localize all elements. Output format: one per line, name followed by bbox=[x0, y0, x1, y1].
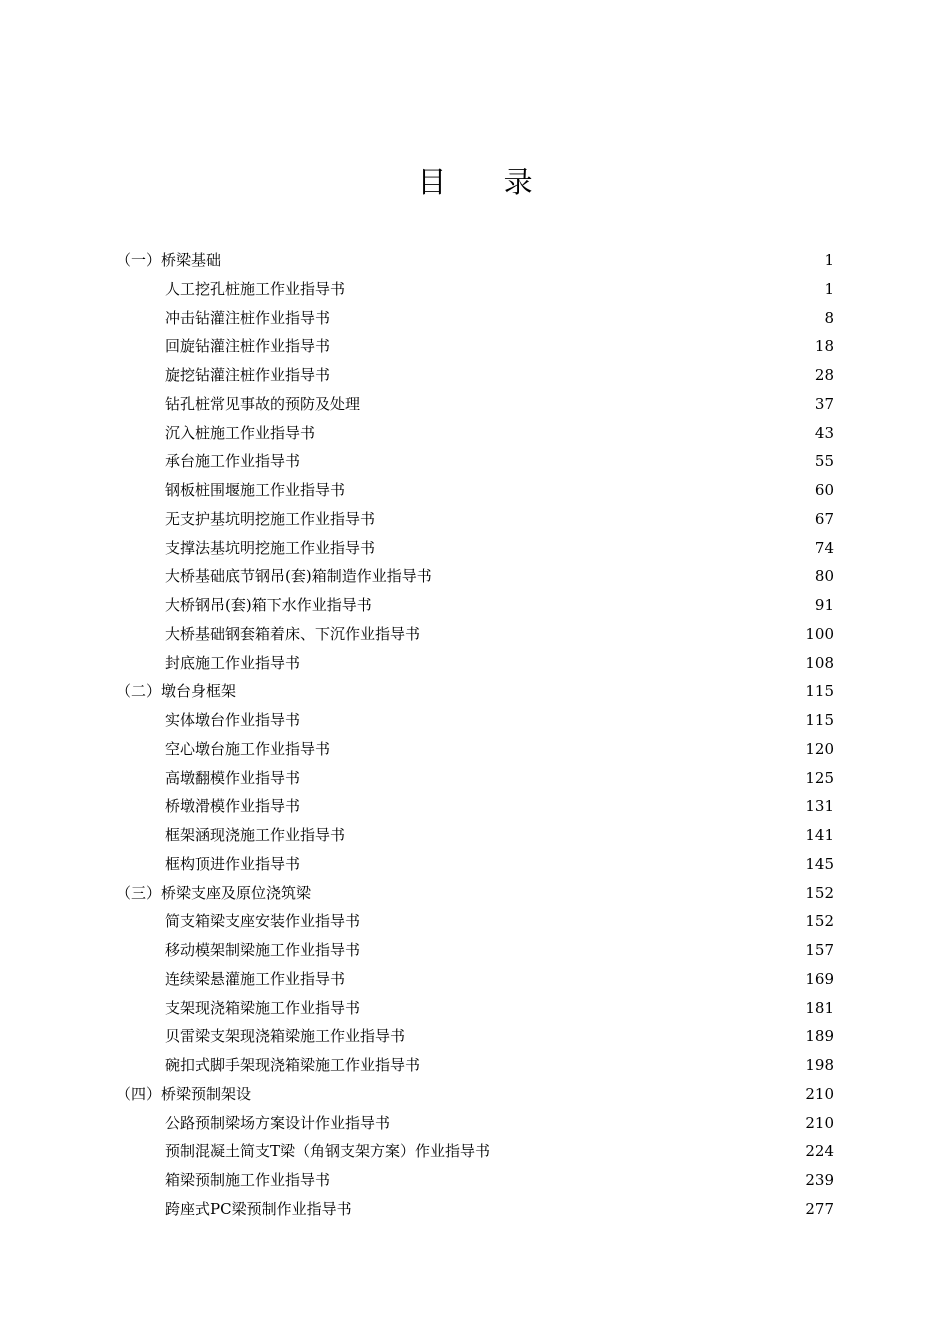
toc-entry-title: 封底施工作业指导书 bbox=[165, 653, 301, 672]
toc-page-number: 8 bbox=[824, 308, 834, 327]
toc-page-number: 115 bbox=[805, 682, 834, 701]
toc-entry-row[interactable] bbox=[0, 620, 950, 649]
toc-entry-row[interactable] bbox=[0, 850, 950, 879]
toc-page-number: 120 bbox=[805, 739, 834, 758]
toc-page-number: 91 bbox=[814, 596, 834, 614]
toc-entry-title: 高墩翻模作业指导书 bbox=[165, 768, 301, 787]
toc-entry-title: 旋挖钻灌注桩作业指导书 bbox=[165, 366, 331, 384]
toc-entry-title: 框架涵现浇施工作业指导书 bbox=[165, 826, 346, 844]
toc-entry-title: 箱梁预制施工作业指导书 bbox=[165, 1171, 331, 1189]
toc-entry-row[interactable] bbox=[0, 447, 950, 476]
toc-section-row[interactable] bbox=[0, 879, 950, 908]
toc-section-title: （一）桥梁基础 bbox=[116, 251, 222, 269]
toc-entry-row[interactable] bbox=[0, 936, 950, 965]
toc-entry-title: 无支护基坑明挖施工作业指导书 bbox=[165, 509, 376, 528]
toc-entry-title: 冲击钻灌注桩作业指导书 bbox=[165, 308, 331, 327]
toc-entry-title: 人工挖孔桩施工作业指导书 bbox=[165, 279, 346, 298]
toc-entry-title: 回旋钻灌注桩作业指导书 bbox=[165, 337, 331, 356]
toc-entry-row[interactable] bbox=[0, 562, 950, 591]
toc-entry-row[interactable] bbox=[0, 419, 950, 448]
toc-page-number: 55 bbox=[814, 452, 834, 471]
toc-page-number: 152 bbox=[805, 883, 834, 902]
toc-entry-row[interactable] bbox=[0, 821, 950, 850]
toc-section-row[interactable] bbox=[0, 1080, 950, 1109]
title-char: 目 bbox=[417, 165, 447, 199]
toc-page-number: 210 bbox=[805, 1084, 834, 1103]
toc-entry-row[interactable] bbox=[0, 1109, 950, 1138]
toc-page-number: 80 bbox=[814, 567, 834, 586]
toc-page-number: 181 bbox=[805, 998, 834, 1017]
toc-page-number: 74 bbox=[814, 538, 834, 557]
toc-page-number: 125 bbox=[805, 768, 834, 787]
toc-page-number: 108 bbox=[805, 653, 834, 672]
toc-entry-title: 空心墩台施工作业指导书 bbox=[165, 739, 331, 758]
toc-entry-row[interactable] bbox=[0, 764, 950, 793]
toc-entry-title: 支架现浇箱梁施工作业指导书 bbox=[165, 998, 361, 1017]
toc-page-number: 37 bbox=[814, 394, 834, 413]
toc-page-number: 210 bbox=[805, 1113, 834, 1132]
toc-entry-row[interactable] bbox=[0, 361, 950, 390]
toc-page-number: 28 bbox=[814, 366, 834, 384]
toc-entry-row[interactable] bbox=[0, 304, 950, 333]
toc-page-number: 198 bbox=[805, 1056, 834, 1074]
toc-entry-row[interactable] bbox=[0, 1166, 950, 1195]
toc-entry-row[interactable] bbox=[0, 390, 950, 419]
toc-page-number: 1 bbox=[824, 251, 834, 269]
toc-entry-title: 简支箱梁支座安装作业指导书 bbox=[165, 912, 361, 931]
toc-entry-row[interactable] bbox=[0, 275, 950, 304]
toc-entry-title: 预制混凝土简支T梁（角钢支架方案）作业指导书 bbox=[165, 1142, 491, 1161]
toc-entry-title: 大桥钢吊(套)箱下水作业指导书 bbox=[165, 596, 372, 614]
toc-section-row[interactable] bbox=[0, 677, 950, 706]
toc-section-row[interactable] bbox=[0, 246, 950, 275]
toc-entry-row[interactable] bbox=[0, 505, 950, 534]
page-title bbox=[0, 160, 950, 201]
toc-page-number: 157 bbox=[805, 941, 834, 959]
toc-entry-row[interactable] bbox=[0, 735, 950, 764]
toc-entry-row[interactable] bbox=[0, 792, 950, 821]
toc-page-number: 169 bbox=[805, 969, 834, 988]
toc-section-title: （二）墩台身框架 bbox=[116, 682, 237, 701]
toc-entry-title: 移动模架制梁施工作业指导书 bbox=[165, 941, 361, 959]
toc-entry-row[interactable] bbox=[0, 534, 950, 563]
table-of-contents bbox=[0, 246, 950, 1224]
toc-section-title: （三）桥梁支座及原位浇筑梁 bbox=[116, 883, 312, 902]
toc-entry-row[interactable] bbox=[0, 965, 950, 994]
toc-page-number: 60 bbox=[814, 481, 834, 499]
toc-entry-row[interactable] bbox=[0, 994, 950, 1023]
toc-entry-row[interactable] bbox=[0, 1051, 950, 1080]
toc-page-number: 18 bbox=[814, 337, 834, 356]
toc-entry-title: 钻孔桩常见事故的预防及处理 bbox=[165, 394, 361, 413]
toc-page-number: 152 bbox=[805, 912, 834, 931]
toc-page-number: 131 bbox=[805, 797, 834, 816]
toc-page-number: 145 bbox=[805, 854, 834, 873]
toc-entry-title: 桥墩滑模作业指导书 bbox=[165, 797, 301, 816]
toc-page-number: 141 bbox=[805, 826, 834, 844]
toc-page-number: 189 bbox=[805, 1027, 834, 1046]
toc-page-number: 115 bbox=[805, 711, 834, 729]
toc-page-number: 67 bbox=[814, 509, 834, 528]
toc-entry-title: 承台施工作业指导书 bbox=[165, 452, 301, 471]
toc-section-title: （四）桥梁预制架设 bbox=[116, 1084, 252, 1103]
toc-page-number: 239 bbox=[805, 1171, 834, 1189]
toc-entry-row[interactable] bbox=[0, 907, 950, 936]
toc-entry-row[interactable] bbox=[0, 706, 950, 735]
title-char: 录 bbox=[503, 165, 533, 199]
toc-entry-title: 跨座式PC梁预制作业指导书 bbox=[165, 1199, 352, 1218]
toc-entry-title: 大桥基础钢套箱着床、下沉作业指导书 bbox=[165, 624, 421, 643]
toc-entry-row[interactable] bbox=[0, 476, 950, 505]
toc-entry-title: 支撑法基坑明挖施工作业指导书 bbox=[165, 538, 376, 557]
toc-entry-title: 公路预制梁场方案设计作业指导书 bbox=[165, 1113, 391, 1132]
toc-entry-title: 钢板桩围堰施工作业指导书 bbox=[165, 481, 346, 499]
toc-entry-row[interactable] bbox=[0, 332, 950, 361]
toc-entry-row[interactable] bbox=[0, 1195, 950, 1224]
toc-page-number: 43 bbox=[814, 423, 834, 442]
toc-entry-title: 沉入桩施工作业指导书 bbox=[165, 423, 316, 442]
toc-entry-title: 碗扣式脚手架现浇箱梁施工作业指导书 bbox=[165, 1056, 421, 1074]
toc-entry-row[interactable] bbox=[0, 649, 950, 678]
toc-page-number: 224 bbox=[805, 1142, 834, 1161]
toc-page-number: 277 bbox=[805, 1199, 834, 1218]
toc-entry-title: 贝雷梁支架现浇箱梁施工作业指导书 bbox=[165, 1027, 406, 1046]
toc-entry-row[interactable] bbox=[0, 1022, 950, 1051]
toc-entry-row[interactable] bbox=[0, 591, 950, 620]
toc-entry-title: 实体墩台作业指导书 bbox=[165, 711, 301, 729]
toc-page-number: 100 bbox=[805, 624, 834, 643]
toc-page-number: 1 bbox=[824, 279, 834, 298]
toc-entry-title: 大桥基础底节钢吊(套)箱制造作业指导书 bbox=[165, 567, 432, 586]
toc-entry-title: 连续梁悬灌施工作业指导书 bbox=[165, 969, 346, 988]
toc-entry-row[interactable] bbox=[0, 1137, 950, 1166]
toc-entry-title: 框构顶进作业指导书 bbox=[165, 854, 301, 873]
